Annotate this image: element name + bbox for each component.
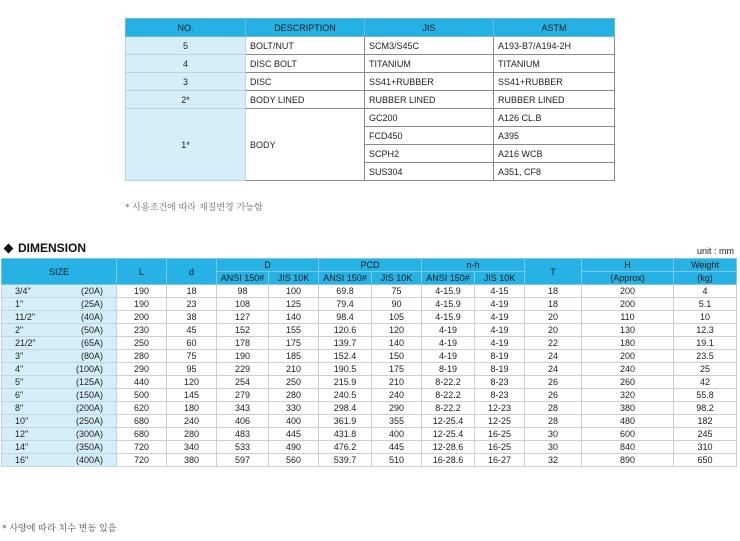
size-dn: (125A) xyxy=(75,377,103,387)
material-description: BODY xyxy=(246,109,365,181)
material-row xyxy=(126,91,615,109)
cell-pcd-ansi: 431.8 xyxy=(319,428,372,441)
cell-t: 20 xyxy=(525,324,582,337)
cell-h: 200 xyxy=(582,350,674,363)
cell-pcd-jis: 105 xyxy=(372,311,422,324)
col-header-description: DESCRIPTION xyxy=(246,19,365,37)
col-header-d-small: d xyxy=(167,259,217,285)
cell-weight: 55.8 xyxy=(674,389,737,402)
cell-d-small: 145 xyxy=(167,389,217,402)
cell-pcd-jis: 240 xyxy=(372,389,422,402)
size-dn: (350A) xyxy=(75,442,103,452)
size-dn: (80A) xyxy=(80,351,103,361)
material-note: * 사용조건에 따라 재질변경 가능함 xyxy=(125,203,263,213)
cell-d-ansi: 343 xyxy=(217,402,269,415)
material-no: 1* xyxy=(126,109,246,181)
cell-t: 24 xyxy=(525,363,582,376)
cell-d-jis: 210 xyxy=(269,363,319,376)
cell-pcd-ansi: 190.5 xyxy=(319,363,372,376)
cell-nh-ansi: 8-22.2 xyxy=(422,376,475,389)
cell-size xyxy=(2,324,117,337)
material-row xyxy=(126,55,615,73)
material-jis: GC200 xyxy=(365,109,494,127)
material-jis: TITANIUM xyxy=(365,55,494,73)
dimension-title: DIMENSION xyxy=(18,241,87,255)
cell-l: 440 xyxy=(117,376,167,389)
cell-d-ansi: 597 xyxy=(217,454,269,467)
material-astm: A216 WCB xyxy=(494,145,615,163)
material-astm: A126 CL.B xyxy=(494,109,615,127)
size-inch: 5" xyxy=(15,377,24,387)
cell-t: 22 xyxy=(525,337,582,350)
size-inch: 2" xyxy=(15,325,24,335)
col-header-no: NO. xyxy=(126,19,246,37)
cell-l: 680 xyxy=(117,428,167,441)
cell-d-jis: 560 xyxy=(269,454,319,467)
cell-d-small: 240 xyxy=(167,415,217,428)
cell-h: 890 xyxy=(582,454,674,467)
size-dn: (25A) xyxy=(80,299,103,309)
col-header-d-jis: JIS 10K xyxy=(269,272,319,285)
cell-h: 110 xyxy=(582,311,674,324)
cell-pcd-ansi: 69.8 xyxy=(319,285,372,298)
size-dn: (40A) xyxy=(80,312,103,322)
dimension-table xyxy=(1,258,737,467)
table-row xyxy=(2,298,737,311)
cell-d-ansi: 127 xyxy=(217,311,269,324)
table-row xyxy=(2,337,737,350)
cell-nh-jis: 8-23 xyxy=(475,389,525,402)
table-row xyxy=(2,311,737,324)
cell-nh-jis: 4-19 xyxy=(475,298,525,311)
size-inch: 11/2" xyxy=(15,312,36,322)
unit-label: unit : mm xyxy=(696,246,734,256)
material-description: BOLT/NUT xyxy=(246,37,365,55)
cell-l: 230 xyxy=(117,324,167,337)
cell-weight: 98.2 xyxy=(674,402,737,415)
cell-weight: 23.5 xyxy=(674,350,737,363)
col-header-h-approx: (Approx) xyxy=(582,272,674,285)
material-no: 4 xyxy=(126,55,246,73)
cell-nh-ansi: 4-19 xyxy=(422,337,475,350)
cell-l: 290 xyxy=(117,363,167,376)
size-dn: (250A) xyxy=(75,416,103,426)
cell-t: 18 xyxy=(525,298,582,311)
cell-h: 240 xyxy=(582,363,674,376)
cell-t: 28 xyxy=(525,415,582,428)
cell-d-small: 340 xyxy=(167,441,217,454)
col-header-pcd-ansi: ANSI 150# xyxy=(319,272,372,285)
table-row xyxy=(2,402,737,415)
col-header-weight-kg: (kg) xyxy=(674,272,737,285)
cell-pcd-jis: 150 xyxy=(372,350,422,363)
cell-nh-ansi: 4-15.9 xyxy=(422,285,475,298)
cell-pcd-ansi: 361.9 xyxy=(319,415,372,428)
material-astm: SS41+RUBBER xyxy=(494,73,615,91)
cell-size xyxy=(2,285,117,298)
cell-weight: 12.3 xyxy=(674,324,737,337)
cell-pcd-ansi: 79.4 xyxy=(319,298,372,311)
cell-l: 190 xyxy=(117,285,167,298)
cell-nh-jis: 12-23 xyxy=(475,402,525,415)
size-dn: (400A) xyxy=(75,455,103,465)
cell-d-ansi: 254 xyxy=(217,376,269,389)
cell-nh-jis: 16-25 xyxy=(475,441,525,454)
cell-d-jis: 125 xyxy=(269,298,319,311)
material-astm: TITANIUM xyxy=(494,55,615,73)
material-table xyxy=(125,18,615,181)
cell-nh-ansi: 12-28.6 xyxy=(422,441,475,454)
size-inch: 6" xyxy=(15,390,24,400)
table-row xyxy=(2,376,737,389)
cell-t: 26 xyxy=(525,376,582,389)
col-header-l: L xyxy=(117,259,167,285)
col-header-weight: Weight xyxy=(674,259,737,272)
cell-l: 620 xyxy=(117,402,167,415)
material-row xyxy=(126,73,615,91)
cell-nh-ansi: 8-19 xyxy=(422,363,475,376)
cell-t: 26 xyxy=(525,389,582,402)
cell-pcd-jis: 140 xyxy=(372,337,422,350)
cell-d-small: 60 xyxy=(167,337,217,350)
cell-d-small: 180 xyxy=(167,402,217,415)
cell-nh-ansi: 8-22.2 xyxy=(422,402,475,415)
table-row xyxy=(2,441,737,454)
cell-d-ansi: 229 xyxy=(217,363,269,376)
cell-h: 320 xyxy=(582,389,674,402)
cell-pcd-jis: 290 xyxy=(372,402,422,415)
table-row xyxy=(2,350,737,363)
cell-weight: 42 xyxy=(674,376,737,389)
cell-l: 720 xyxy=(117,454,167,467)
size-dn: (65A) xyxy=(80,338,103,348)
col-header-jis: JIS xyxy=(365,19,494,37)
cell-h: 200 xyxy=(582,298,674,311)
cell-d-jis: 175 xyxy=(269,337,319,350)
cell-h: 130 xyxy=(582,324,674,337)
cell-d-jis: 330 xyxy=(269,402,319,415)
size-dn: (150A) xyxy=(75,390,103,400)
cell-d-small: 95 xyxy=(167,363,217,376)
cell-l: 200 xyxy=(117,311,167,324)
material-row-body xyxy=(126,109,615,127)
table-row xyxy=(2,363,737,376)
cell-weight: 310 xyxy=(674,441,737,454)
material-jis: RUBBER LINED xyxy=(365,91,494,109)
cell-nh-ansi: 4-19 xyxy=(422,350,475,363)
cell-pcd-jis: 90 xyxy=(372,298,422,311)
cell-h: 480 xyxy=(582,415,674,428)
cell-t: 32 xyxy=(525,454,582,467)
cell-d-jis: 155 xyxy=(269,324,319,337)
cell-nh-jis: 16-25 xyxy=(475,428,525,441)
cell-l: 680 xyxy=(117,415,167,428)
material-no: 2* xyxy=(126,91,246,109)
cell-d-small: 18 xyxy=(167,285,217,298)
cell-size xyxy=(2,428,117,441)
cell-l: 500 xyxy=(117,389,167,402)
cell-nh-jis: 4-19 xyxy=(475,337,525,350)
material-header-row xyxy=(126,19,615,37)
diamond-bullet-icon xyxy=(4,243,14,253)
table-row xyxy=(2,324,737,337)
cell-weight: 182 xyxy=(674,415,737,428)
cell-nh-jis: 8-19 xyxy=(475,363,525,376)
cell-d-small: 45 xyxy=(167,324,217,337)
col-header-pcd: PCD xyxy=(319,259,422,272)
dimension-header-row xyxy=(2,259,737,272)
col-header-h: H xyxy=(582,259,674,272)
material-description: DISC xyxy=(246,73,365,91)
cell-t: 24 xyxy=(525,350,582,363)
col-header-t: T xyxy=(525,259,582,285)
cell-nh-jis: 4-19 xyxy=(475,324,525,337)
col-header-n-h: n-h xyxy=(422,259,525,272)
cell-nh-jis: 16-27 xyxy=(475,454,525,467)
cell-d-ansi: 279 xyxy=(217,389,269,402)
cell-pcd-ansi: 120.6 xyxy=(319,324,372,337)
material-astm: A395 xyxy=(494,127,615,145)
cell-size xyxy=(2,402,117,415)
cell-pcd-ansi: 152.4 xyxy=(319,350,372,363)
col-header-d-ansi: ANSI 150# xyxy=(217,272,269,285)
cell-nh-ansi: 12-25.4 xyxy=(422,415,475,428)
cell-l: 250 xyxy=(117,337,167,350)
cell-pcd-ansi: 476.2 xyxy=(319,441,372,454)
cell-h: 200 xyxy=(582,285,674,298)
cell-size xyxy=(2,298,117,311)
material-jis: SS41+RUBBER xyxy=(365,73,494,91)
cell-d-ansi: 483 xyxy=(217,428,269,441)
size-inch: 3/4" xyxy=(15,286,31,296)
cell-h: 600 xyxy=(582,428,674,441)
cell-size xyxy=(2,389,117,402)
cell-size xyxy=(2,337,117,350)
cell-weight: 4 xyxy=(674,285,737,298)
cell-nh-jis: 12-25 xyxy=(475,415,525,428)
cell-d-ansi: 152 xyxy=(217,324,269,337)
cell-pcd-ansi: 539.7 xyxy=(319,454,372,467)
size-inch: 3" xyxy=(15,351,24,361)
cell-t: 18 xyxy=(525,285,582,298)
cell-h: 260 xyxy=(582,376,674,389)
cell-nh-ansi: 16-28.6 xyxy=(422,454,475,467)
cell-d-jis: 185 xyxy=(269,350,319,363)
col-header-size: SIZE xyxy=(2,259,117,285)
table-row xyxy=(2,389,737,402)
cell-weight: 5.1 xyxy=(674,298,737,311)
cell-weight: 650 xyxy=(674,454,737,467)
material-description: BODY LINED xyxy=(246,91,365,109)
cell-nh-ansi: 4-15.9 xyxy=(422,311,475,324)
size-dn: (50A) xyxy=(80,325,103,335)
cell-size xyxy=(2,441,117,454)
cell-nh-jis: 4-15 xyxy=(475,285,525,298)
col-header-d-large: D xyxy=(217,259,319,272)
size-inch: 4" xyxy=(15,364,24,374)
cell-nh-jis: 4-19 xyxy=(475,311,525,324)
cell-weight: 245 xyxy=(674,428,737,441)
cell-t: 30 xyxy=(525,441,582,454)
cell-pcd-jis: 210 xyxy=(372,376,422,389)
material-description: DISC BOLT xyxy=(246,55,365,73)
size-dn: (300A) xyxy=(75,429,103,439)
cell-l: 280 xyxy=(117,350,167,363)
table-row xyxy=(2,454,737,467)
cell-d-jis: 250 xyxy=(269,376,319,389)
cell-d-ansi: 190 xyxy=(217,350,269,363)
material-astm: A193-B7/A194-2H xyxy=(494,37,615,55)
size-inch: 8" xyxy=(15,403,24,413)
cell-pcd-jis: 445 xyxy=(372,441,422,454)
cell-weight: 25 xyxy=(674,363,737,376)
cell-pcd-ansi: 215.9 xyxy=(319,376,372,389)
cell-t: 20 xyxy=(525,311,582,324)
size-inch: 16" xyxy=(15,455,29,465)
cell-pcd-ansi: 240.5 xyxy=(319,389,372,402)
cell-nh-jis: 8-19 xyxy=(475,350,525,363)
cell-h: 380 xyxy=(582,402,674,415)
size-dn: (100A) xyxy=(75,364,103,374)
dimension-body xyxy=(2,285,737,467)
cell-size xyxy=(2,415,117,428)
cell-nh-ansi: 8-22.2 xyxy=(422,389,475,402)
material-jis: SCPH2 xyxy=(365,145,494,163)
cell-d-ansi: 98 xyxy=(217,285,269,298)
cell-nh-ansi: 12-25.4 xyxy=(422,428,475,441)
col-header-astm: ASTM xyxy=(494,19,615,37)
material-jis: FCD450 xyxy=(365,127,494,145)
cell-d-ansi: 406 xyxy=(217,415,269,428)
cell-d-small: 120 xyxy=(167,376,217,389)
cell-d-jis: 100 xyxy=(269,285,319,298)
material-astm: A351, CF8 xyxy=(494,163,615,181)
cell-size xyxy=(2,350,117,363)
cell-pcd-ansi: 139.7 xyxy=(319,337,372,350)
col-header-nh-jis: JIS 10K xyxy=(475,272,525,285)
cell-size xyxy=(2,454,117,467)
table-row xyxy=(2,285,737,298)
material-astm: RUBBER LINED xyxy=(494,91,615,109)
cell-weight: 10 xyxy=(674,311,737,324)
cell-pcd-ansi: 298.4 xyxy=(319,402,372,415)
size-dn: (20A) xyxy=(80,286,103,296)
cell-d-jis: 280 xyxy=(269,389,319,402)
material-row xyxy=(126,37,615,55)
cell-d-jis: 490 xyxy=(269,441,319,454)
size-inch: 12" xyxy=(15,429,29,439)
cell-d-jis: 445 xyxy=(269,428,319,441)
cell-pcd-jis: 400 xyxy=(372,428,422,441)
cell-nh-ansi: 4-19 xyxy=(422,324,475,337)
dimension-heading xyxy=(2,241,86,255)
cell-l: 190 xyxy=(117,298,167,311)
cell-d-small: 38 xyxy=(167,311,217,324)
cell-pcd-jis: 120 xyxy=(372,324,422,337)
cell-h: 840 xyxy=(582,441,674,454)
cell-d-ansi: 108 xyxy=(217,298,269,311)
cell-d-ansi: 178 xyxy=(217,337,269,350)
material-no: 3 xyxy=(126,73,246,91)
cell-d-small: 75 xyxy=(167,350,217,363)
size-inch: 21/2" xyxy=(15,338,36,348)
cell-d-ansi: 533 xyxy=(217,441,269,454)
cell-t: 28 xyxy=(525,402,582,415)
cell-nh-ansi: 4-15.9 xyxy=(422,298,475,311)
table-row xyxy=(2,415,737,428)
cell-pcd-jis: 355 xyxy=(372,415,422,428)
cell-size xyxy=(2,363,117,376)
cell-d-small: 23 xyxy=(167,298,217,311)
material-no: 5 xyxy=(126,37,246,55)
cell-h: 180 xyxy=(582,337,674,350)
size-inch: 1" xyxy=(15,299,24,309)
cell-l: 720 xyxy=(117,441,167,454)
cell-t: 30 xyxy=(525,428,582,441)
cell-d-jis: 400 xyxy=(269,415,319,428)
cell-d-small: 280 xyxy=(167,428,217,441)
size-dn: (200A) xyxy=(75,403,103,413)
cell-pcd-jis: 75 xyxy=(372,285,422,298)
size-inch: 14" xyxy=(15,442,29,452)
cell-size xyxy=(2,376,117,389)
col-header-nh-ansi: ANSI 150# xyxy=(422,272,475,285)
cell-nh-jis: 8-23 xyxy=(475,376,525,389)
dimension-note: * 사양에 따라 치수 변동 있음 xyxy=(2,524,117,534)
cell-pcd-jis: 175 xyxy=(372,363,422,376)
col-header-pcd-jis: JIS 10K xyxy=(372,272,422,285)
cell-size xyxy=(2,311,117,324)
table-row xyxy=(2,428,737,441)
cell-pcd-jis: 510 xyxy=(372,454,422,467)
cell-pcd-ansi: 98.4 xyxy=(319,311,372,324)
cell-d-jis: 140 xyxy=(269,311,319,324)
material-jis: SCM3/S45C xyxy=(365,37,494,55)
material-jis: SUS304 xyxy=(365,163,494,181)
cell-d-small: 380 xyxy=(167,454,217,467)
cell-weight: 19.1 xyxy=(674,337,737,350)
size-inch: 10" xyxy=(15,416,29,426)
